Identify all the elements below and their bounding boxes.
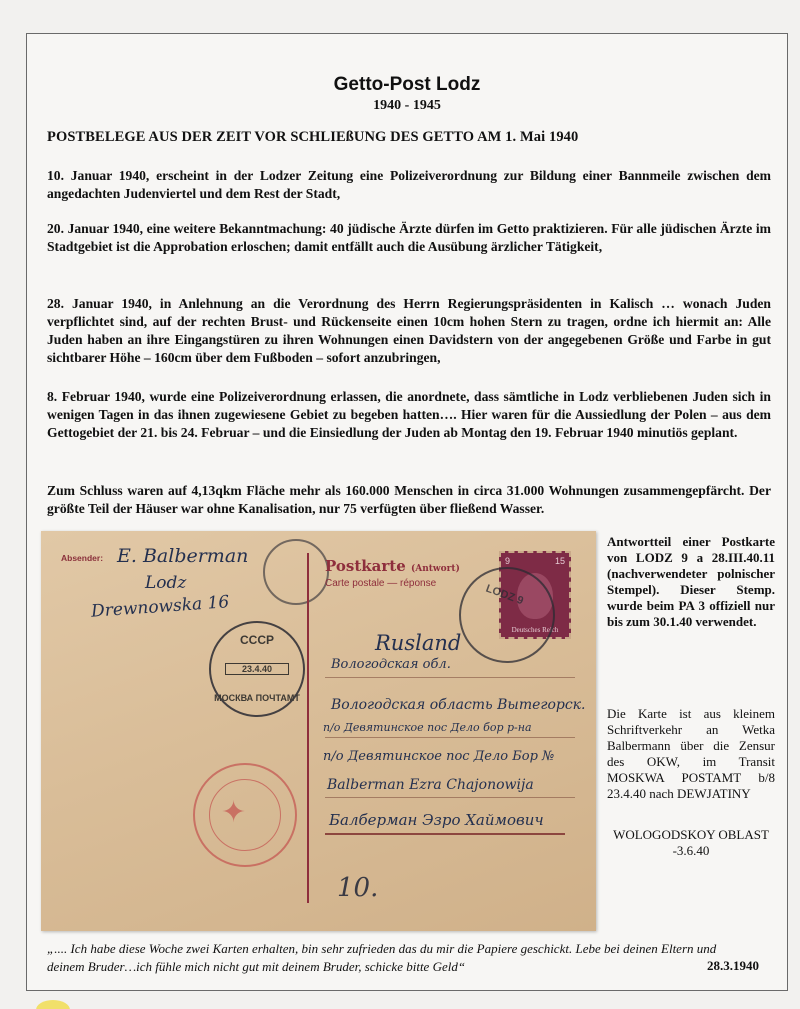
eagle-icon: ✦	[221, 796, 247, 829]
postcard-title-suffix: (Antwort)	[410, 564, 460, 574]
paragraph-5: Zum Schluss waren auf 4,13qkm Fläche mehr als 160.000 Menschen in circa 31.000 Wohnungen zusammengepfärcht. Der größte Teil der Häuser war ohne Kanalisation, nur 75 verfügten über fließend Wasser.	[47, 483, 771, 516]
address-rule	[325, 677, 575, 678]
address-country: Rusland	[375, 631, 462, 655]
postmark-moscow	[209, 621, 305, 717]
postcard-image	[41, 531, 596, 931]
address-line-2: Вологодская область Вытегорск.	[331, 697, 586, 713]
address-line-5: Balberman Ezra Chajonowija	[327, 777, 534, 793]
postmark-lodz-text: LODZ 9	[484, 582, 525, 608]
postmark-moscow-date: 23.4.40	[225, 663, 289, 675]
stamp-country: Deutsches Reich	[511, 626, 559, 634]
address-underline	[325, 833, 565, 835]
postcard-title	[325, 557, 460, 575]
postcard-route-destination: WOLOGODSKOY OBLAST -3.6.40	[613, 827, 769, 858]
postcard-description: Antwortteil einer Postkarte von LODZ 9 a 28.III.40.11 (nachverwendeter polnischer Stempel). Dieser Stemp. wurde beim PA 3 offiziell nur bis zum 30.1.40 verwendet.	[607, 534, 775, 629]
censor-mark	[193, 763, 297, 867]
yellow-marker	[36, 1000, 70, 1009]
letter-date: 28.3.1940	[707, 958, 759, 973]
paragraph-2: 20. Januar 1940, eine weitere Bekanntmachung: 40 jüdische Ärzte dürfen im Getto praktizieren. Für alle jüdischen Ärzte im Stadtgebiet ist die Approbation erloschen; damit entfällt auch die Ausübung ärzlicher Tätigkeit,	[47, 221, 771, 254]
postcard-title-main: Postkarte	[325, 557, 406, 575]
sender-label: Absender:	[61, 553, 104, 563]
address-line-4: п/о Девятинское пос Дело Бор №	[323, 749, 555, 764]
album-page	[26, 33, 788, 991]
paragraph-3: 28. Januar 1940, in Anlehnung an die Verordnung des Herrn Regierungspräsidenten in Kalisch … wonach Juden verpflichtet sind, auf der rechten Brust- und Rückenseite einen 10cm hohen Stern zu tragen, ordne ich hiermit an: Alle Juden haben an ihre Eingangstüren zu ihren Wohnungen einen Davidstern von der angegebenen Größe und Farbe in gut sichtbarer Höhe – 160cm über dem Fußboden – sofort anzubringen,	[47, 296, 771, 365]
postmark-transit	[263, 539, 329, 605]
stamp-value-left: 9	[505, 556, 511, 566]
postcard-divider	[307, 553, 309, 903]
sender-street: Drewnowska 16	[90, 592, 230, 622]
postcard-route: Die Karte ist aus kleinem Schriftverkehr an Wetka Balbermann über die Zensur des OKW, im Transit MOSKWA POSTAMT b/8 23.4.40 nach DEWJATINY	[607, 706, 775, 801]
section-heading: POSTBELEGE AUS DER ZEIT VOR SCHLIEßUNG DES GETTO AM 1. Mai 1940	[47, 129, 579, 145]
paragraph-1: 10. Januar 1940, erscheint in der Lodzer Zeitung eine Polizeiverordnung zur Bildung einer Bannmeile zwischen dem angedachten Judenviertel und dem Rest der Stadt,	[47, 168, 771, 201]
address-rule	[325, 797, 575, 798]
letter-quote: „.... Ich habe diese Woche zwei Karten erhalten, bin sehr zufrieden das du mir die Papiere geschickt. Lebe bei deinen Eltern und deinem Bruder…ich fühle mich nicht gut mit deinem Bruder, schicke bitte Geld“	[47, 941, 717, 974]
postmark-lodz	[459, 567, 555, 663]
sender-name: E. Balberman	[117, 545, 249, 567]
sender-city: Lodz	[145, 573, 187, 593]
page-title: Getto-Post Lodz	[333, 74, 481, 95]
page-years: 1940 - 1945	[373, 98, 441, 113]
postmark-moscow-bottom: МОСКВА ПОЧТАМТ	[214, 693, 300, 703]
postcard-ten-mark: 10.	[337, 873, 379, 903]
address-line-6: Балберман Эзро Хаймович	[329, 811, 544, 829]
postcard-subtitle: Carte postale — réponse	[325, 578, 437, 589]
stamp-value-right: 15	[554, 556, 565, 566]
address-rule	[325, 737, 575, 738]
address-line-1: Вологодская обл.	[331, 657, 451, 672]
paragraph-4: 8. Februar 1940, wurde eine Polizeiverordnung erlassen, die anordnete, dass sämtliche in Lodz verbliebenen Juden sich in wenigen Tagen in das ihnen zugewiesene Gebiet zu begeben hatten…. Hier waren für die Aussiedlung der Polen – aus dem Gettogebiet der 21. bis 24. Februar – und die Einsiedlung der Juden ab Montag den 19. Februar 1940 minutiös geplant.	[47, 389, 771, 440]
address-line-3: п/о Девятинское пос Дело бор р-на	[323, 721, 532, 734]
postmark-moscow-top: СССР	[239, 633, 274, 647]
